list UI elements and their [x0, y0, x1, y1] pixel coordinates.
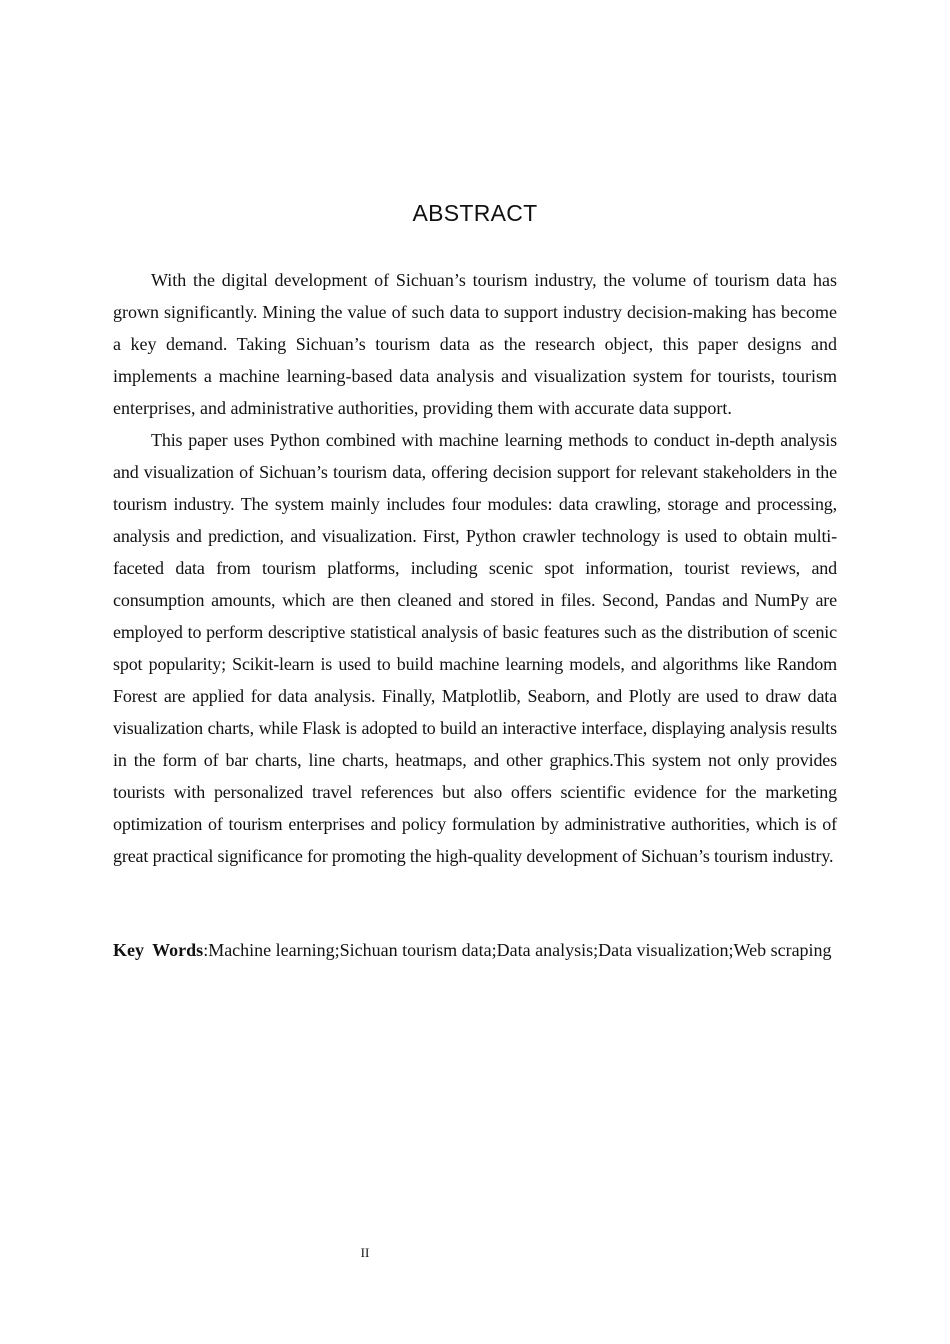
abstract-title: ABSTRACT — [412, 200, 538, 226]
abstract-paragraph-2: This paper uses Python combined with machine learning methods to conduct in-depth analysis and visualization of Sichuan’s tourism data, offering decision support for relevant stakeholders in the tourism industry. The system mainly includes four modules: data crawling, storage and processing, analysis and prediction, and visualization. First, Python crawler technology is used to obtain multi-faceted data from tourism platforms, including scenic spot information, tourist reviews, and consumption amounts, which are then cleaned and stored in files. Second, Pandas and NumPy are employed to perform descriptive statistical analysis of basic features such as the distribution of scenic spot popularity; Scikit-learn is used to build machine learning models, and algorithms like Random Forest are applied for data analysis. Finally, Matplotlib, Seaborn, and Plotly are used to draw data visualization charts, while Flask is adopted to build an interactive interface, displaying analysis results in the form of bar charts, line charts, heatmaps, and other graphics.This system not only provides tourists with personalized travel references but also offers scientific evidence for the marketing optimization of tourism enterprises and policy formulation by administrative authorities, which is of great practical significance for promoting the high-quality development of Sichuan’s tourism industry. — [113, 430, 837, 866]
keywords-label: Key Words — [113, 940, 204, 960]
abstract-paragraph-1: With the digital development of Sichuan’s tourism industry, the volume of tourism data has grown significantly. Mining the value of such data to support industry decision-making has become a key demand. Taking Sichuan’s tourism data as the research object, this paper designs and implements a machine learning-based data analysis and visualization system for tourists, tourism enterprises, and administrative authorities, providing them with accurate data support. — [113, 270, 837, 418]
page-number: II — [360, 1245, 370, 1260]
keywords-line — [113, 934, 837, 966]
keywords-text: :Machine learning;Sichuan tourism data;Data analysis;Data visualization;Web scraping — [203, 940, 832, 960]
abstract-body — [113, 264, 837, 872]
